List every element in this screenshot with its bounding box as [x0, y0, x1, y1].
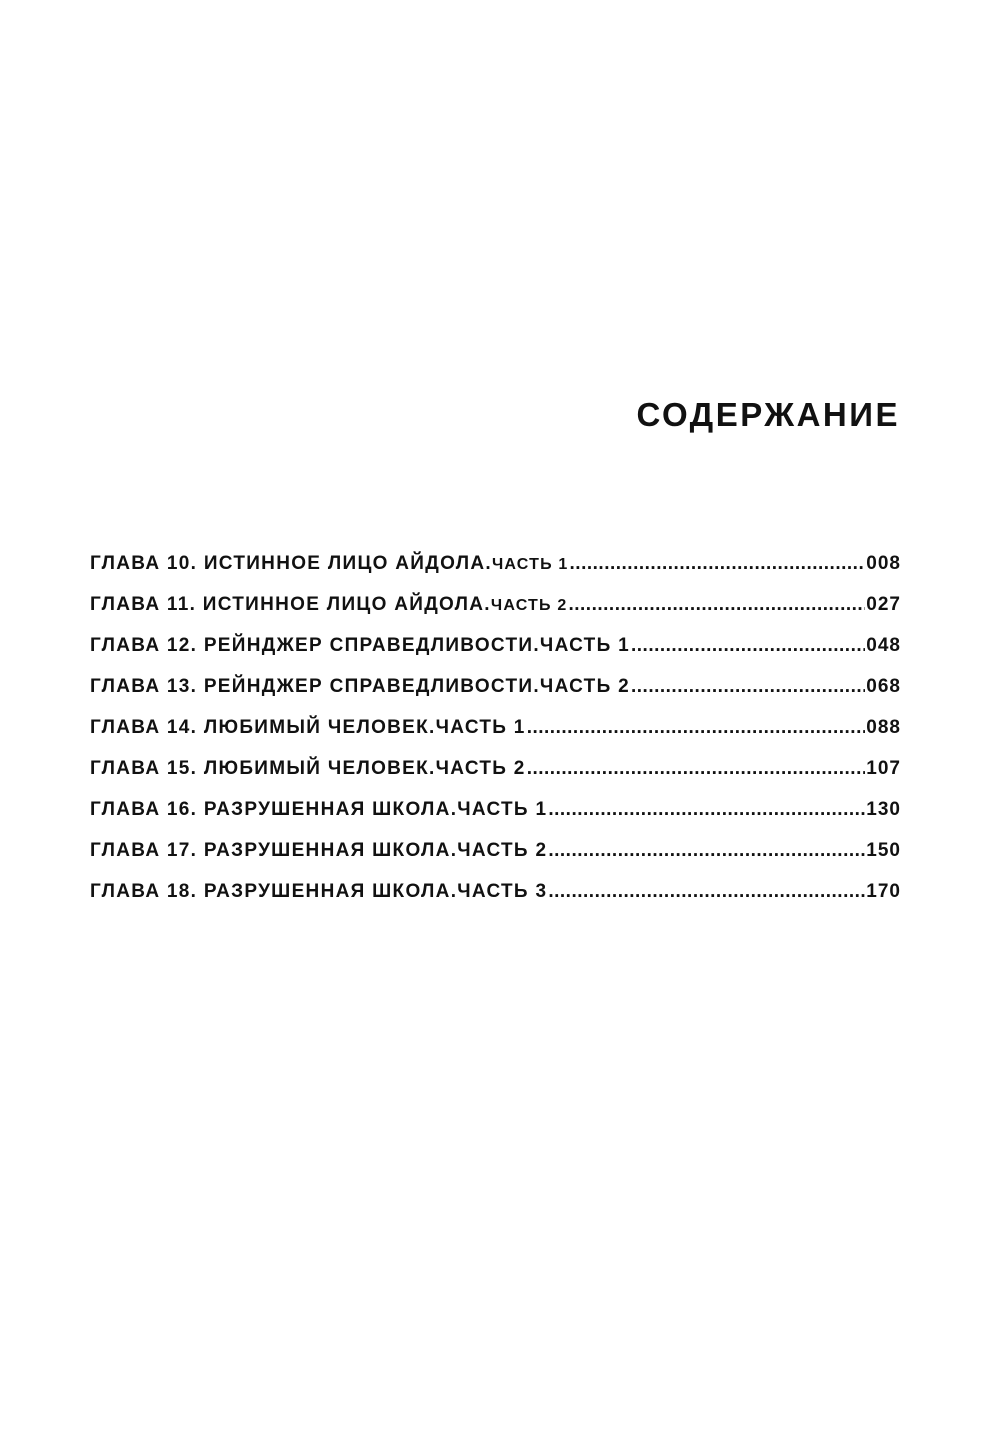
- toc-chapter-title: ГЛАВА 14. ЛЮБИМЫЙ ЧЕЛОВЕК.: [90, 717, 436, 738]
- toc-chapter-title: ГЛАВА 10. ИСТИННОЕ ЛИЦО АЙДОЛА.: [90, 553, 492, 574]
- toc-entry: [90, 799, 901, 840]
- page-title: СОДЕРЖАНИЕ: [636, 396, 900, 433]
- toc-chapter-title: ГЛАВА 16. РАЗРУШЕННАЯ ШКОЛА.: [90, 799, 458, 820]
- toc-entry: [90, 881, 901, 922]
- dot-leader: [631, 635, 865, 657]
- toc-part-label: ЧАСТЬ 1: [539, 635, 630, 656]
- toc-part-label: ЧАСТЬ 2: [435, 758, 526, 779]
- dot-leader: [548, 840, 865, 862]
- dot-leader: [527, 758, 866, 780]
- toc-chapter-title: ГЛАВА 17. РАЗРУШЕННАЯ ШКОЛА.: [90, 840, 458, 861]
- toc-entry: [90, 840, 901, 881]
- toc-part-label: ЧАСТЬ 2: [539, 676, 630, 697]
- toc-page-number: 150: [866, 840, 901, 861]
- toc-part-label: ЧАСТЬ 1: [457, 799, 548, 820]
- toc-part-label: ЧАСТЬ 2: [490, 597, 568, 614]
- toc-entry: [90, 758, 901, 799]
- toc-page-number: 027: [866, 594, 901, 615]
- toc-page-number: 008: [866, 553, 901, 574]
- toc-entry: [90, 635, 901, 676]
- table-of-contents: [90, 553, 901, 922]
- toc-page-number: 170: [866, 881, 901, 902]
- toc-chapter-title: ГЛАВА 15. ЛЮБИМЫЙ ЧЕЛОВЕК.: [90, 758, 436, 779]
- toc-entry: [90, 594, 901, 635]
- toc-chapter-title: ГЛАВА 12. РЕЙНДЖЕР СПРАВЕДЛИВОСТИ.: [90, 635, 540, 656]
- toc-part-label: ЧАСТЬ 2: [457, 840, 548, 861]
- toc-chapter-title: ГЛАВА 11. ИСТИННОЕ ЛИЦО АЙДОЛА.: [90, 594, 491, 615]
- dot-leader: [527, 717, 866, 739]
- toc-page-number: 068: [866, 676, 901, 697]
- toc-entry: [90, 553, 901, 594]
- dot-leader: [568, 594, 865, 616]
- toc-part-label: ЧАСТЬ 1: [491, 556, 569, 573]
- toc-page-number: 088: [866, 717, 901, 738]
- toc-part-label: ЧАСТЬ 1: [435, 717, 526, 738]
- toc-chapter-title: ГЛАВА 13. РЕЙНДЖЕР СПРАВЕДЛИВОСТИ.: [90, 676, 540, 697]
- toc-entry: [90, 676, 901, 717]
- dot-leader: [548, 799, 865, 821]
- toc-entry: [90, 717, 901, 758]
- toc-part-label: ЧАСТЬ 3: [457, 881, 548, 902]
- toc-page-number: 107: [866, 758, 901, 779]
- toc-page-number: 130: [866, 799, 901, 820]
- toc-page-number: 048: [866, 635, 901, 656]
- toc-chapter-title: ГЛАВА 18. РАЗРУШЕННАЯ ШКОЛА.: [90, 881, 458, 902]
- dot-leader: [570, 553, 866, 575]
- dot-leader: [548, 881, 865, 903]
- dot-leader: [631, 676, 865, 698]
